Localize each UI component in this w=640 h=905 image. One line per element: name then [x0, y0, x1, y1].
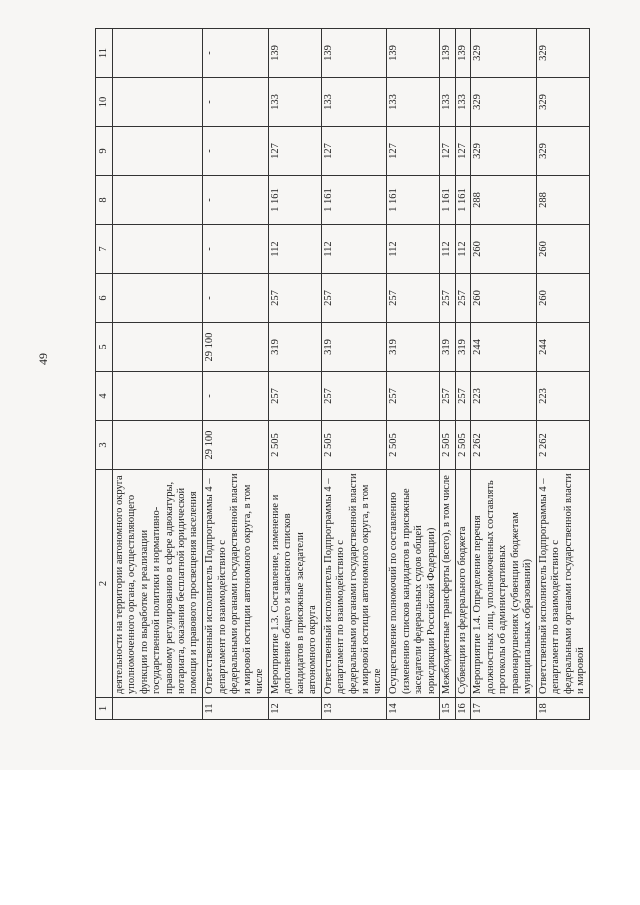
row-value: 260	[471, 225, 536, 274]
row-name: Ответственный исполнитель Подпрограммы 4 – департамент по взаимодействию с федеральными органами государственной власти и мировой юстиции автономного округа, в том числе	[203, 470, 268, 698]
row-value: 244	[471, 323, 536, 372]
row-number: 12	[268, 698, 321, 720]
row-value: 257	[321, 274, 386, 323]
table-row	[536, 29, 589, 720]
row-value: 1 161	[455, 176, 471, 225]
row-value	[113, 78, 203, 127]
row-value: 1 161	[440, 176, 456, 225]
row-value: 257	[440, 274, 456, 323]
row-value: -	[203, 176, 268, 225]
row-value	[113, 372, 203, 421]
row-value: 1 161	[268, 176, 321, 225]
row-number: 15	[440, 698, 456, 720]
row-value: 112	[455, 225, 471, 274]
row-value: -	[203, 29, 268, 78]
column-header: 1	[96, 698, 113, 720]
table-row	[455, 29, 471, 720]
column-header: 4	[96, 372, 113, 421]
row-value: 1 161	[387, 176, 440, 225]
row-value	[113, 127, 203, 176]
row-name: Ответственный исполнитель Подпрограммы 4 – департамент по взаимодействию с федеральными органами государственной власти и мировой юстиции автономного округа, в том числе	[321, 470, 386, 698]
column-header: 2	[96, 470, 113, 698]
row-value: 260	[471, 274, 536, 323]
row-value: 257	[387, 274, 440, 323]
row-value: 133	[455, 78, 471, 127]
row-value: -	[203, 274, 268, 323]
column-header: 6	[96, 274, 113, 323]
row-value: 112	[440, 225, 456, 274]
table-row	[268, 29, 321, 720]
row-value: -	[203, 127, 268, 176]
row-name: Ответственный исполнитель Подпрограммы 4 – департамент по взаимодействию с федеральными органами государственной власти и мировой	[536, 470, 589, 698]
row-value: 329	[536, 127, 589, 176]
row-value: 112	[321, 225, 386, 274]
row-value: -	[203, 372, 268, 421]
row-value: 257	[387, 372, 440, 421]
table-row	[113, 29, 203, 720]
row-number: 18	[536, 698, 589, 720]
row-value: 329	[471, 127, 536, 176]
row-value: 288	[536, 176, 589, 225]
table-row	[321, 29, 386, 720]
row-value: -	[203, 78, 268, 127]
row-value	[113, 29, 203, 78]
row-value: 139	[268, 29, 321, 78]
row-value: 133	[387, 78, 440, 127]
row-value: 329	[471, 78, 536, 127]
row-value: 127	[455, 127, 471, 176]
row-value: 139	[387, 29, 440, 78]
row-value: 257	[455, 274, 471, 323]
row-value: 112	[268, 225, 321, 274]
row-value: 133	[440, 78, 456, 127]
row-value: 29 100	[203, 421, 268, 470]
row-name: Мероприятие 1.3. Составление, изменение и дополнение общего и запасного списков кандидатов в присяжные заседатели автономного округа	[268, 470, 321, 698]
row-number: 14	[387, 698, 440, 720]
row-value: 127	[321, 127, 386, 176]
row-value: 2 505	[455, 421, 471, 470]
table-body	[113, 29, 590, 720]
row-name: Осуществление полномочий по составлению (изменению списков кандидатов в присяжные заседатели федеральных судов общей юрисдикции Российской Федерации)	[387, 470, 440, 698]
row-value: -	[203, 225, 268, 274]
row-value: 2 505	[321, 421, 386, 470]
table-row	[387, 29, 440, 720]
row-value: 127	[268, 127, 321, 176]
row-value: 223	[471, 372, 536, 421]
row-value: 319	[268, 323, 321, 372]
row-value: 319	[455, 323, 471, 372]
row-value: 127	[387, 127, 440, 176]
column-header: 7	[96, 225, 113, 274]
row-value: 2 262	[536, 421, 589, 470]
row-value: 257	[440, 372, 456, 421]
column-header: 5	[96, 323, 113, 372]
column-header: 9	[96, 127, 113, 176]
row-value	[113, 421, 203, 470]
row-name: деятельности на территории автономного округа уполномоченного органа, осуществляющего функции по выработке и реализации государственной политики и нормативно-правовому регулированию в сфере адвокатуры, нотариата, оказания бесплатной юридической помощи и правового просвещения населения	[113, 470, 203, 698]
row-number: 17	[471, 698, 536, 720]
row-value: 2 505	[268, 421, 321, 470]
budget-table	[95, 28, 590, 720]
row-value: 260	[536, 274, 589, 323]
page-number: 49	[36, 353, 50, 365]
row-number: 13	[321, 698, 386, 720]
column-header: 3	[96, 421, 113, 470]
row-value: 2 505	[387, 421, 440, 470]
row-name: Субвенции из федерального бюджета	[455, 470, 471, 698]
row-value: 1 161	[321, 176, 386, 225]
row-value: 127	[440, 127, 456, 176]
table-row	[440, 29, 456, 720]
row-name: Межбюджетные трансферты (всего), в том числе	[440, 470, 456, 698]
row-number: 11	[203, 698, 268, 720]
header-row	[96, 29, 113, 720]
row-value: 2 262	[471, 421, 536, 470]
row-value: 319	[387, 323, 440, 372]
row-value: 244	[536, 323, 589, 372]
row-value	[113, 323, 203, 372]
row-value: 257	[455, 372, 471, 421]
table-row	[203, 29, 268, 720]
row-value: 223	[536, 372, 589, 421]
page-margin-bottom	[0, 770, 640, 905]
row-value	[113, 176, 203, 225]
row-value: 329	[471, 29, 536, 78]
row-value: 112	[387, 225, 440, 274]
row-value: 329	[536, 29, 589, 78]
row-value	[113, 274, 203, 323]
row-name: Мероприятие 1.4. Определение перечня должностных лиц, уполномоченных составлять протоколы об административных правонарушениях (субвенции бюджетам муниципальных образований)	[471, 470, 536, 698]
row-value: 257	[268, 372, 321, 421]
row-value: 2 505	[440, 421, 456, 470]
row-value	[113, 225, 203, 274]
row-number: 16	[455, 698, 471, 720]
row-value: 133	[321, 78, 386, 127]
row-value: 288	[471, 176, 536, 225]
row-value: 133	[268, 78, 321, 127]
row-value: 139	[455, 29, 471, 78]
column-header: 10	[96, 78, 113, 127]
row-value: 329	[536, 78, 589, 127]
row-value: 319	[440, 323, 456, 372]
row-value: 139	[440, 29, 456, 78]
row-value: 257	[268, 274, 321, 323]
column-header: 8	[96, 176, 113, 225]
row-value: 319	[321, 323, 386, 372]
row-value: 139	[321, 29, 386, 78]
rotated-table-container	[95, 30, 590, 720]
row-value: 260	[536, 225, 589, 274]
row-number	[113, 698, 203, 720]
table-row	[471, 29, 536, 720]
row-value: 29 100	[203, 323, 268, 372]
row-value: 257	[321, 372, 386, 421]
column-header: 11	[96, 29, 113, 78]
